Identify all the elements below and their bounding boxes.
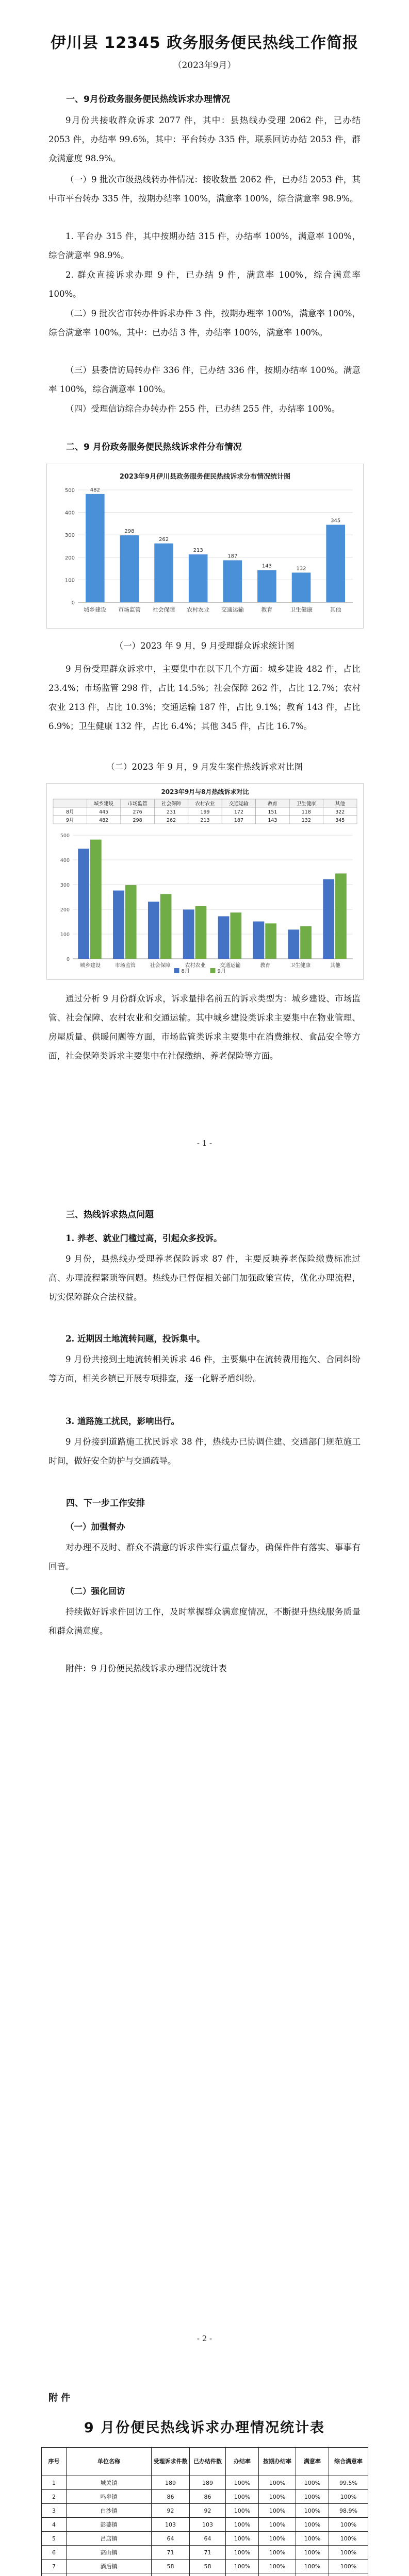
table-cell: 100%: [259, 2490, 296, 2504]
compare-table-text: 482: [99, 818, 109, 823]
x-tick-label: 卫生健康: [290, 963, 311, 969]
page-3: [0, 2360, 409, 2576]
section-1-item-1: （一）9 批次市级热线转办件情况：接收数量 2062 件，已办结 2053 件，其中市平台转办 335 件，按期办结率 100%，满意率 100%，综合满意率 98.9%。: [48, 175, 361, 204]
section-1-item-4: （二）9 批次省市转办件诉求办件 3 件，按期办理率 100%，满意率 100%，综合满意率 100%。其中：已办结 3 件，办结率 100%，满意率 100%。: [48, 309, 361, 337]
page-subtitle-date: （2023年9月）: [173, 60, 236, 71]
table-cell: 100%: [329, 2560, 368, 2573]
table-cell: [190, 2573, 226, 2576]
comparison-chart: [46, 783, 364, 980]
compare-table-text: 其他: [335, 801, 345, 807]
bar-9月: [300, 926, 312, 959]
bar-9月: [90, 840, 102, 959]
page-2: [0, 1164, 409, 2360]
legend-swatch: [210, 968, 216, 973]
distribution-bar-chart: [46, 464, 364, 629]
table-cell: 189: [190, 2476, 226, 2490]
x-tick-label: 其他: [330, 963, 341, 969]
compare-table-text: 322: [335, 809, 345, 815]
y-tick-label: 500: [64, 488, 75, 494]
legend-swatch: [174, 968, 179, 973]
y-tick-label: 300: [64, 533, 75, 539]
table-cell: [259, 2573, 296, 2576]
section-heading-2: 二、9 月份政务服务便民热线诉求件分布情况: [66, 442, 242, 452]
table-header-cell: 单位名称: [67, 2448, 152, 2476]
table-row: [42, 2504, 368, 2518]
compare-table-text: 199: [200, 809, 210, 815]
bar: [292, 572, 311, 602]
table-header-cell: 按期办结率: [259, 2448, 296, 2476]
x-tick-label: 卫生健康: [290, 606, 313, 613]
legend-label: 8月: [181, 969, 190, 974]
distribution-bar-chart-svg: [47, 464, 363, 628]
table-cell: 100%: [259, 2476, 296, 2490]
table-row: [42, 2532, 368, 2546]
compare-table-text: 262: [166, 818, 176, 823]
table-cell: 98.9%: [329, 2504, 368, 2518]
table-cell: 100%: [296, 2546, 329, 2560]
page-title: 伊川县 12345 政务服务便民热线工作简报: [50, 34, 359, 52]
table-cell: 3: [42, 2504, 67, 2518]
compare-table-text: 298: [133, 818, 142, 823]
bar-value-label: 143: [261, 563, 272, 569]
table-row: [42, 2476, 368, 2490]
hotspot-1-heading: 1. 养老、就业门槛过高，引起众多投诉。: [66, 1233, 222, 1243]
bar-value-label: 132: [296, 566, 306, 572]
table-cell: 103: [152, 2518, 190, 2532]
x-tick-label: 其他: [330, 606, 341, 613]
table-header-cell: 办结率: [226, 2448, 259, 2476]
bar: [154, 544, 173, 602]
compare-table-text: 445: [99, 809, 109, 815]
compare-chart-title: 2023年9月与8月热线诉求对比: [161, 788, 249, 795]
compare-table-text: 118: [301, 809, 311, 815]
statistics-table: [41, 2447, 368, 2576]
bar: [257, 570, 276, 602]
bar-8月: [148, 902, 159, 959]
x-tick-label: 交通运输: [220, 963, 241, 969]
table-header-cell: 已办结件数: [190, 2448, 226, 2476]
table-cell: [329, 2573, 368, 2576]
bar-9月: [195, 906, 207, 959]
table-cell: 189: [152, 2476, 190, 2490]
table-cell: 58: [190, 2560, 226, 2573]
table-cell: 100%: [296, 2476, 329, 2490]
bar-value-label: 345: [331, 518, 341, 524]
table-cell: 100%: [226, 2490, 259, 2504]
section-1-item-2: 1. 平台办 315 件，其中按期办结 315 件，办结率 100%，满意率 100%，综合满意率 98.9%。: [48, 231, 361, 260]
table-cell: 100%: [329, 2518, 368, 2532]
bar-value-label: 298: [124, 529, 135, 535]
next-step-1-heading: （一）加强督办: [66, 1522, 125, 1532]
compare-table-text: 城乡建设: [94, 801, 114, 807]
table-cell: 100%: [226, 2504, 259, 2518]
x-tick-label: 教育: [260, 963, 271, 969]
table-cell: 彭婆镇: [67, 2518, 152, 2532]
table-cell: 100%: [259, 2546, 296, 2560]
appendix-note: 附件：9 月份便民热线诉求办理情况统计表: [66, 1664, 227, 1673]
table-cell: 100%: [226, 2560, 259, 2573]
page-number-2: - 2 -: [197, 2334, 212, 2343]
compare-table-text: 345: [335, 818, 345, 823]
annex-label: 附 件: [48, 2393, 71, 2403]
annex-title: 9 月份便民热线诉求办理情况统计表: [84, 2420, 325, 2436]
table-cell: 100%: [329, 2532, 368, 2546]
bar: [223, 560, 242, 602]
bar: [189, 554, 208, 602]
table-cell: [296, 2573, 329, 2576]
table-header-cell: 受理诉求件数: [152, 2448, 190, 2476]
table-row: [42, 2490, 368, 2504]
statistics-table-header: [42, 2448, 368, 2476]
bar-8月: [323, 879, 334, 959]
table-cell: 1: [42, 2476, 67, 2490]
table-cell: 71: [152, 2546, 190, 2560]
table-cell: 高山镇: [67, 2546, 152, 2560]
table-cell: 白沙镇: [67, 2504, 152, 2518]
table-cell: 86: [190, 2490, 226, 2504]
table-cell: 鸣皋镇: [67, 2490, 152, 2504]
table-header-cell: 满意率: [296, 2448, 329, 2476]
compare-table-text: 社会保障: [161, 801, 182, 807]
table-cell: 100%: [329, 2546, 368, 2560]
chart-title: 2023年9月伊川县政务服务便民热线诉求分布情况统计图: [119, 473, 291, 481]
bar-value-label: 213: [193, 548, 203, 554]
next-step-2-heading: （二）强化回访: [66, 1586, 125, 1596]
bar: [120, 535, 139, 602]
bar-9月: [335, 873, 347, 959]
comparison-chart-svg: [47, 784, 363, 979]
compare-table-text: 187: [234, 818, 244, 823]
table-cell: 92: [190, 2504, 226, 2518]
table-cell: 100%: [259, 2518, 296, 2532]
section-1-intro: 9月份共接收群众诉求 2077 件，其中：县热线办受理 2062 件，已办结 2053 件，办结率 99.6%，其中：平台转办 335 件，联系回访办结 2053 件，群众满意度 98.9%。: [48, 115, 361, 163]
section-2-analysis: 9 月份受理群众诉求中，主要集中在以下几个方面：城乡建设 482 件，占比 23.4%；市场监管 298 件，占比 14.5%；社会保障 262 件，占比 12.7%；农村农业 213 件，占比 10.3%；交通运输 187 件，占比 9.1%；教育 143 件，占比 6.9%；卫生健康 132 件，占比 6.4%；其他 345 件，占比 16.7%。: [48, 664, 361, 731]
bar-value-label: 187: [227, 553, 238, 560]
table-cell: 100%: [226, 2518, 259, 2532]
table-cell: 7: [42, 2560, 67, 2573]
next-step-2-text: 持续做好诉求件回访工作，及时掌握群众满意度情况，不断提升热线服务质量和群众满意度。: [48, 1607, 361, 1636]
y-tick-label: 100: [60, 932, 70, 938]
y-tick-label: 200: [64, 555, 75, 561]
table-cell: 64: [190, 2532, 226, 2546]
x-tick-label: 交通运输: [221, 606, 244, 613]
table-cell: [67, 2573, 152, 2576]
y-tick-label: 500: [60, 833, 70, 839]
compare-table-text: 132: [301, 818, 311, 823]
section-2-analysis-2: 通过分析 9 月份群众诉求，诉求量排名前五的诉求类型为：城乡建设、市场监管、社会保障、农村农业和交通运输。其中城乡建设类诉求主要集中在物业管理、房屋质量、供暖问题等方面，市场监管类诉求主要集中在消费维权、食品安全等方面，社会保障类诉求主要集中在社保缴纳、养老保险等方面。: [48, 994, 361, 1061]
hotspot-1-text: 9 月份，县热线办受理养老保险诉求 87 件，主要反映养老保险缴费标准过高、办理流程繁琐等问题。热线办已督促相关部门加强政策宣传，优化办理流程，切实保障群众合法权益。: [48, 1254, 361, 1302]
table-cell: 100%: [329, 2490, 368, 2504]
x-tick-label: 社会保障: [150, 963, 171, 969]
x-tick-label: 市场监管: [118, 606, 141, 613]
table-row: [42, 2546, 368, 2560]
x-tick-label: 城乡建设: [79, 963, 101, 969]
table-caption: （二）2023 年 9 月，9 月发生案件热线诉求对比图: [106, 762, 303, 772]
chart-caption: （一）2023 年 9 月，9 月受理群众诉求统计图: [114, 641, 295, 651]
section-heading-4: 四、下一步工作安排: [66, 1498, 145, 1509]
table-cell: 城关镇: [67, 2476, 152, 2490]
table-header-cell: 序号: [42, 2448, 67, 2476]
compare-table-text: 教育: [267, 801, 277, 807]
y-tick-label: 0: [66, 957, 70, 962]
hotspot-3-heading: 3. 道路施工扰民，影响出行。: [66, 1416, 179, 1426]
table-cell: 100%: [296, 2518, 329, 2532]
hotspot-2-text: 9 月份共接到土地流转相关诉求 46 件，主要集中在流转费用拖欠、合同纠纷等方面，相关乡镇已开展专项排查，逐一化解矛盾纠纷。: [48, 1354, 361, 1383]
table-cell: 4: [42, 2518, 67, 2532]
x-tick-label: 城乡建设: [84, 606, 107, 613]
hotspot-2-heading: 2. 近期因土地流转问题，投诉集中。: [66, 1334, 205, 1344]
compare-table-text: 151: [268, 809, 277, 815]
section-heading-1: 一、9月份政务服务便民热线诉求办理情况: [66, 94, 230, 105]
compare-table-text: 231: [166, 809, 176, 815]
table-cell: 5: [42, 2532, 67, 2546]
section-1-item-5: （三）县委信访局转办件 336 件，已办结 336 件，按期办结率 100%。满意率 100%，综合满意率 100%。: [48, 365, 361, 394]
compare-table-text: 卫生健康: [296, 801, 316, 807]
table-cell: 103: [190, 2518, 226, 2532]
bar-8月: [113, 891, 124, 959]
x-tick-label: 教育: [261, 606, 273, 613]
table-cell: [152, 2573, 190, 2576]
y-tick-label: 0: [71, 600, 75, 606]
hotspot-3-text: 9 月份接到道路施工扰民诉求 38 件，热线办已协调住建、交通部门规范施工时间，做好安全防护与交通疏导。: [48, 1437, 361, 1466]
compare-table-text: 172: [234, 809, 244, 815]
y-tick-label: 100: [64, 578, 75, 584]
compare-table-text: 9月: [66, 818, 74, 823]
table-row: [42, 2518, 368, 2532]
page-1: [0, 0, 409, 1164]
bar-value-label: 262: [159, 536, 169, 543]
bar: [326, 525, 345, 602]
compare-table-text: 市场监管: [127, 801, 148, 807]
compare-table-text: 213: [200, 818, 210, 823]
table-cell: 64: [152, 2532, 190, 2546]
table-header-cell: 综合满意率: [329, 2448, 368, 2476]
table-cell: 100%: [259, 2560, 296, 2573]
compare-table-text: 农村农业: [195, 801, 215, 807]
y-tick-label: 300: [60, 883, 70, 888]
compare-table-cell: [53, 799, 87, 807]
statistics-table-body: [42, 2476, 368, 2576]
table-cell: 100%: [296, 2560, 329, 2573]
compare-table-text: 8月: [66, 809, 74, 815]
compare-table-text: 143: [268, 818, 277, 823]
y-tick-label: 400: [64, 510, 75, 516]
table-cell: 100%: [259, 2504, 296, 2518]
section-heading-3: 三、热线诉求热点问题: [66, 1210, 154, 1220]
table-row: [42, 2573, 368, 2576]
table-cell: [42, 2573, 67, 2576]
table-cell: 100%: [226, 2476, 259, 2490]
bar-8月: [183, 909, 194, 959]
table-cell: 71: [190, 2546, 226, 2560]
bar-value-label: 482: [90, 487, 100, 493]
table-cell: 99.5%: [329, 2476, 368, 2490]
bar-8月: [253, 922, 265, 959]
table-cell: 100%: [296, 2532, 329, 2546]
table-cell: 100%: [296, 2490, 329, 2504]
table-cell: 58: [152, 2560, 190, 2573]
bar-9月: [265, 923, 276, 959]
table-cell: 86: [152, 2490, 190, 2504]
x-tick-label: 农村农业: [187, 606, 210, 613]
table-cell: 酒后镇: [67, 2560, 152, 2573]
table-cell: [226, 2573, 259, 2576]
table-cell: 100%: [226, 2532, 259, 2546]
table-cell: 6: [42, 2546, 67, 2560]
table-cell: 2: [42, 2490, 67, 2504]
bar-8月: [288, 929, 299, 959]
table-cell: 100%: [259, 2532, 296, 2546]
x-tick-label: 农村农业: [185, 963, 206, 969]
bar-9月: [230, 912, 241, 959]
x-tick-label: 市场监管: [114, 963, 136, 969]
page-number-1: - 1 -: [197, 1139, 212, 1148]
bar: [86, 494, 105, 602]
bar-9月: [160, 894, 172, 959]
bar-9月: [125, 885, 137, 959]
table-cell: 100%: [226, 2546, 259, 2560]
table-row: [42, 2560, 368, 2573]
table-cell: 92: [152, 2504, 190, 2518]
x-tick-label: 社会保障: [152, 606, 175, 613]
table-cell: 100%: [296, 2504, 329, 2518]
section-1-item-6: （四）受理信访综合办转办件 255 件，已办结 255 件，办结率 100%。: [66, 404, 340, 414]
bar-8月: [78, 849, 89, 959]
table-cell: 吕店镇: [67, 2532, 152, 2546]
legend-label: 9月: [217, 969, 226, 974]
section-1-item-3: 2. 群众直接诉求办理 9 件，已办结 9 件，满意率 100%，综合满意率 100%。: [48, 270, 361, 299]
y-tick-label: 200: [60, 907, 70, 913]
compare-table-text: 交通运输: [228, 801, 249, 807]
bar-8月: [218, 916, 230, 959]
next-step-1-text: 对办理不及时、群众不满意的诉求件实行重点督办，确保件件有落实、事事有回音。: [48, 1543, 361, 1571]
y-tick-label: 400: [60, 858, 70, 863]
compare-table-text: 276: [133, 809, 142, 815]
